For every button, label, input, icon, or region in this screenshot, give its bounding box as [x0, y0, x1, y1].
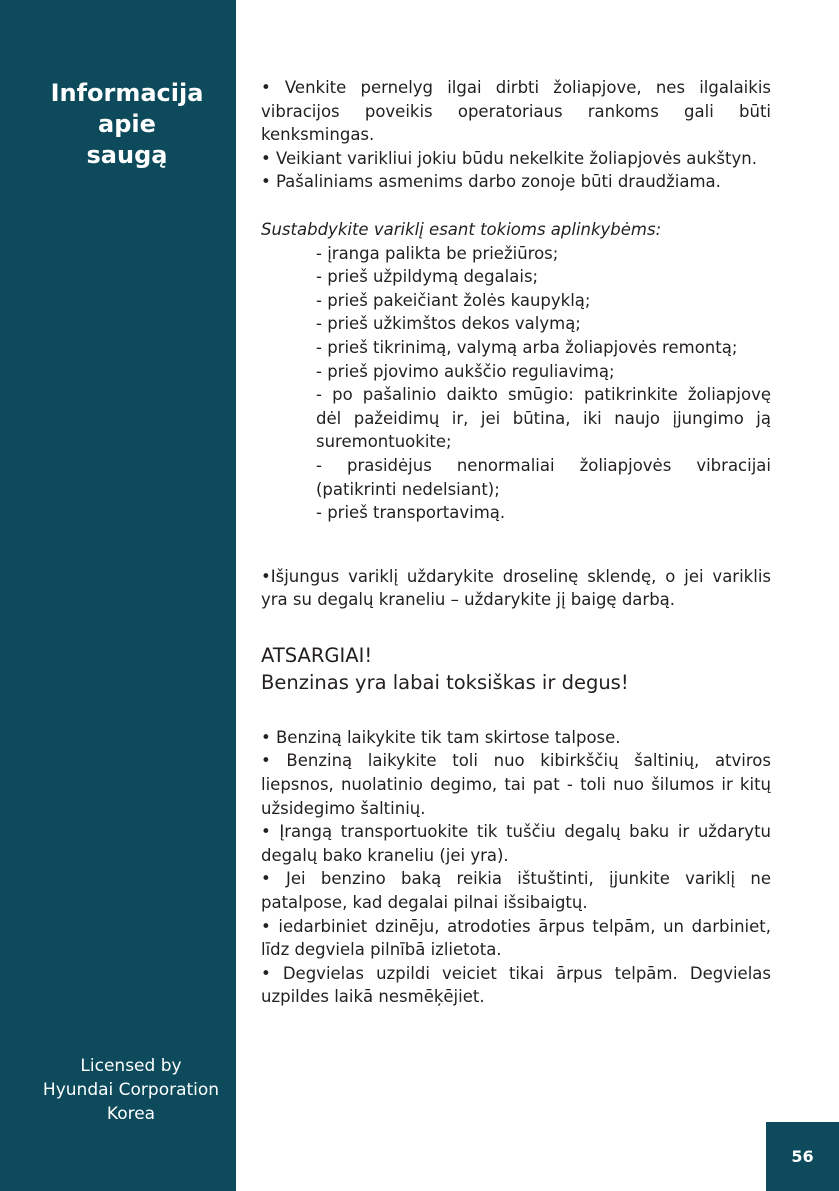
section-title-line: Informacija [50, 79, 204, 107]
list-item: - prieš pakeičiant žolės kaupyklą; [316, 290, 591, 310]
stop-engine-heading: Sustabdykite variklį esant tokioms aplinkybėms: [261, 219, 662, 239]
list-item: - įranga palikta be priežiūros; [316, 243, 559, 263]
bullet-paragraph: • Pašaliniams asmenims darbo zonoje būti draudžiama. [261, 172, 721, 192]
warning-title: ATSARGIAI! [261, 643, 373, 667]
section-title-line: apie [98, 110, 156, 138]
bullet-paragraph: • Jei benzino baką reikia ištuštinti, įjunkite variklį ne patalpose, kad degalai pilnai išsibaigtų. [261, 869, 771, 913]
list-item: - prasidėjus nenormaliai žoliapjovės vibracijai (patikrinti nedelsiant); [316, 455, 771, 499]
bullet-paragraph: • Degvielas uzpildi veiciet tikai ārpus telpām. Degvielas uzpildes laikā nesmēķējiet. [261, 963, 771, 1007]
list-item: - prieš pjovimo aukščio reguliavimą; [316, 361, 615, 381]
license-line: Hyundai Corporation [42, 1080, 220, 1100]
throttle-note: •Išjungus variklį uždarykite droselinę sklendę, o jei variklis yra su degalų kraneliu – uždarykite jį baigę darbą. [261, 566, 771, 610]
list-item: - prieš užpildymą degalais; [316, 267, 539, 287]
list-item: - prieš tikrinimą, valymą arba žoliapjovės remontą; [316, 337, 738, 357]
list-item: - prieš transportavimą. [316, 503, 506, 523]
bullet-paragraph: • Benziną laikykite tik tam skirtose talpose. [261, 727, 621, 747]
bullet-paragraph: • Benziną laikykite toli nuo kibirkščių šaltinių, atviros liepsnos, nuolatinio degimo, tai pat - toli nuo šilumos ir kitų užsidegimo šaltinių. [261, 751, 771, 818]
page-number: 56 [766, 1122, 839, 1191]
bullet-paragraph: • Venkite pernelyg ilgai dirbti žoliapjove, nes ilgalaikis vibracijos poveikis operatoriaus rankoms gali būti kenksmingas. [261, 78, 771, 145]
bullet-paragraph: • Veikiant varikliui jokiu būdu nekelkite žoliapjovės aukštyn. [261, 148, 757, 168]
list-item: - prieš užkimštos dekos valymą; [316, 314, 581, 334]
bullet-paragraph: • iedarbiniet dzinēju, atrodoties ārpus telpām, un darbiniet, līdz degviela pilnībā izlietota. [261, 916, 771, 960]
warning-subtitle: Benzinas yra labai toksiškas ir degus! [261, 670, 629, 694]
license-note [0, 1054, 262, 1126]
stop-engine-list [261, 242, 771, 525]
main-content [261, 76, 771, 1009]
license-line: Korea [106, 1104, 156, 1124]
bullet-paragraph: • Įrangą transportuokite tik tuščiu degalų baku ir uždarytu degalų bako kraneliu (jei yra). [261, 822, 771, 865]
sidebar [0, 0, 236, 1191]
section-title-line: saugą [86, 141, 168, 169]
section-title [0, 78, 254, 171]
list-item: - po pašalinio daikto smūgio: patikrinkite žoliapjovę dėl pažeidimų ir, jei būtina, iki naujo įjungimo ją suremontuokite; [316, 385, 771, 452]
license-line: Licensed by [80, 1056, 182, 1076]
